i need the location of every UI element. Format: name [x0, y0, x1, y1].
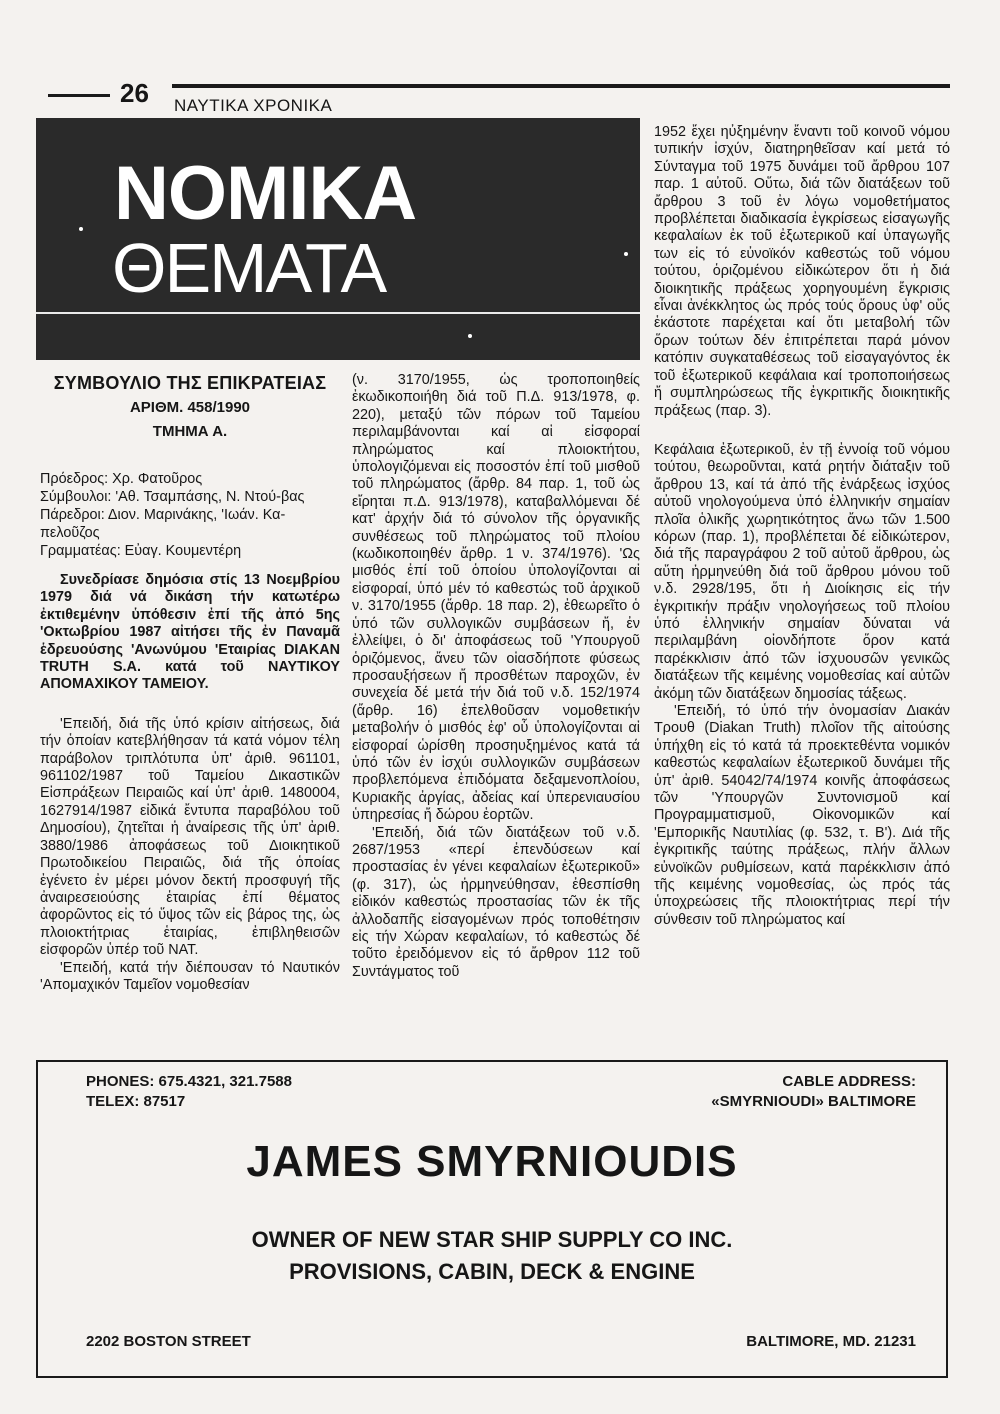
hearing-summary: Συνεδρίασε δημόσια στίς 13 Νοεμβρίου 1979 διά νά δικάση τήν κατωτέρω ἐκτιθεμένην ὑπόθεσιν ἐπί τῆς ἀπό 5ης 'Οκτωβρίου 1987 αἰτήσει τῆς ἐν Παναμᾶ ἑδρευούσης 'Ανωνύμου 'Εταιρίας DIAKAN TRUTH S.A. κατά τοῦ ΝΑΥΤΙΚΟΥ ΑΠΟΜΑΧΙΚΟΥ ΤΑΜΕΙΟΥ.	[40, 572, 340, 693]
paragraph: 'Επειδή, διά τῆς ὑπό κρίσιν αἰτήσεως, διά τήν ὁποίαν κατεβλήθησαν τά κατά νόμον τέλη παράβολον τριπλότυπα ὑπ' ἀριθ. 961101, 961102/1987 τοῦ Ταμείου Δικαστικῶν Εἰσπράξεων Πειραιῶς καί ὑπ' ἀριθ. 1480004, 1627914/1987 εἰδικά ἔντυπα παραβόλου τοῦ Δημοσίου), ζητεῖται ἡ ἀναίρεσις τῆς ὑπ' ἀριθ. 3880/1986 ἀποφάσεως τοῦ Διοικητικοῦ Πρωτοδικείου Πειραιῶς, διά τῆς ὁποίας ἐγένετο ἐν μέρει μόνον δεκτή προσφυγή τῆς ἀναιρεσειούσης ἑταιρίας ἐπί θέματος ἀφορῶντος εἰς τό ὕψος τῶν εἰς βάρος της, ὡς πλοιοκτήτριας ἑταιρίας, ἐπιβληθεισῶν εἰσφορῶν ὑπέρ τοῦ ΝΑΤ.	[40, 715, 340, 959]
member-councillors: Σύμβουλοι: 'Αθ. Τσαμπάσης, Ν. Ντού-βας	[40, 489, 305, 505]
member-secretary: Γραμματέας: Εὐαγ. Κουμεντέρη	[40, 543, 242, 559]
paragraph: 'Επειδή, κατά τήν διέπουσαν τό Ναυτικόν 'Απομαχικόν Ταμεῖον νομοθεσίαν	[40, 959, 340, 993]
ad-city: BALTIMORE, MD. 21231	[746, 1333, 916, 1350]
paragraph: 1952 ἔχει ηὐξημένην ἔναντι τοῦ κοινοῦ νόμου τυπικήν ἰσχύν, διατηρηθεῖσαν καί μετά τό Σύνταγμα τοῦ 1975 δυνάμει τοῦ ἄρθρου 107 παρ. 1 αὐτοῦ. Οὕτω, διά τῶν διατάξεων τοῦ ἄρθρου 3 τοῦ ἐν λόγω νομοθετήματος προβλέπεται διαδικασία ἐγκρίσεως εἰσαγωγῆς κεφαλαίων ἐκ τοῦ ἐξωτερικοῦ καί ὑπαγωγῆς των εἰς τό εὐνοϊκόν καθεστώς τοῦ νόμου τούτου, ὁριζομένου εἰδικώτερον ὅτι ἡ διά διοικητικῆς πράξεως χορηγουμένη ἔγκρισις εἶναι ἀνέκκλητος ὡς πρός τούς ὅρους ὑφ' οὕς ἑκάστοτε παρέχεται καί ὅτι μεταβολή τῶν ὅρων τούτων δέν ἐπιτρέπεται παρά μόνον κατόπιν συγκαταθέσεως τοῦ εἰσαγαγόντος ἐκ τοῦ ἐξωτερικοῦ κεφάλαια καί τροποποιήσεως ἤ συμπληρώσεως τῆς ἐγκριτικῆς διοικητικῆς πράξεως (παρ. 3).	[654, 124, 950, 419]
article-column-2	[352, 372, 640, 981]
paragraph: (ν. 3170/1955, ὡς τροποποιηθείς ἐκωδικοποιήθη διά τοῦ Π.Δ. 913/1978, φ. 220), μεταξύ τῶν πόρων τοῦ Ταμείου περιλαμβάνονται καί αἱ εἰσφοραί πληρώματος καί πλοιοκτήτου, ὑπολογιζόμεναι εἰς ποσοστόν ἐπί τοῦ μισθοῦ τοῦ πληρώματος (ἄρθρ. 84 παρ. 1, τοῦ ὡς εἴρηται π.Δ. 913/1978), καταβαλλόμεναι δέ κατ' ἀρχήν διά τό σύνολον τῆς ὀργανικῆς συνθέσεως τοῦ πληρώματος τοῦ πλοίου (κωδικοποιηθέν ἄρθρ. 1 ν. 374/1976). 'Ως μισθός ἐπί τοῦ ὁποίου ὑπολογίζονται αἱ εἰσφοραί, ὑπό μέν τό καθεστώς τοῦ ἀρχικοῦ ν. 3170/1955 (ἄρθρ. 18 παρ. 2), ἐθεωρεῖτο ὁ ὑπό τῶν συλλογικῶν συμβάσεων ἤ, ἐν ἐλλείψει, ὁ δι' ἀποφάσεως τοῦ 'Υπουργοῦ ὁριζόμενος, ἄνευ τῶν οἱασδήποτε φύσεως προσαυξήσεων ἤ προσθέτων παροχῶν, ἐν συνεχεία δέ μετά τήν διά τοῦ ν.δ. 152/1974 (ἄρθρ. 16) ἐπελθοῦσαν νομοθετικήν μεταβολήν ὁ μισθός ἐφ' οὗ ὑπολογίζονται αἱ εἰσφοραί ὡρίσθη προσηυξημένος κατά τά ὑπό τῶν ἐν ἰσχύι συλλογικῶν συμβάσεων προβλεπόμενα ἐπιδόματα δεξαμενοπλοίου, Κυριακῆς ἀργίας, ἀδείας καί ὑπερενιαυσίου ὑπηρεσίας ἤ δώρου ἑορτῶν.	[352, 372, 640, 824]
banner-title-line1: ΝΟΜΙΚΑ	[114, 151, 417, 236]
ad-street: 2202 BOSTON STREET	[86, 1333, 251, 1350]
member-president: Πρόεδρος: Χρ. Φατοῦρος	[40, 471, 203, 487]
article-column-1	[40, 372, 340, 994]
magazine-title: ΝΑΥΤΙΚΑ ΧΡΟΝΙΚΑ	[174, 96, 333, 115]
page-number: 26	[120, 78, 149, 108]
council-heading: ΣΥΜΒΟΥΛΙΟ ΤΗΣ ΕΠΙΚΡΑΤΕΙΑΣ	[53, 373, 327, 393]
ad-services-line: PROVISIONS, CABIN, DECK & ENGINE	[289, 1259, 695, 1284]
ad-cable-label: CABLE ADDRESS:	[782, 1073, 916, 1090]
banner-speck	[79, 227, 83, 231]
header-rule-right	[172, 84, 950, 88]
ad-owner-line: OWNER OF NEW STAR SHIP SUPPLY CO INC.	[251, 1227, 733, 1252]
paragraph: 'Επειδή, τό ὑπό τήν ὀνομασίαν Διακάν Τρουθ (Diakan Truth) πλοῖον τῆς αἰτούσης ὑπήχθη εἰς τό κατά τά προεκτεθέντα νομικόν καθεστώς κεφαλαίων ἐξωτερικοῦ δυνάμει τῆς ὑπ' ἀριθ. 54042/74/1974 κοινῆς ἀποφάσεως τῶν 'Υπουργῶν Συντονισμοῦ καί Προγραμματισμοῦ, Οἰκονομικῶν καί 'Εμπορικῆς Ναυτιλίας (φ. 532, τ. Β'). Διά τῆς ἐγκριτικῆς ταύτης πράξεως, πλήν ἄλλων εὐνοϊκῶν ρυθμίσεων, κατά παρέκκλισιν ἀπό τῆς κειμένης νομοθεσίας, ὡς πρός τάς ὑποχρεώσεις τῆς πλοιοκτήτριας περί τήν σύνθεσιν τοῦ πληρώματος καί	[654, 703, 950, 928]
paragraph: 'Επειδή, διά τῶν διατάξεων τοῦ ν.δ. 2687/1953 «περί ἐπενδύσεων καί προστασίας ἐν γένει κεφαλαίων ἐξωτερικοῦ» (φ. 317), ὡς ἡρμηνεύθησαν, ἐθεσπίσθη εἰδικόν καθεστώς προστασίας τῶν ἐκ τῆς ἀλλοδαπῆς εἰσαγομένων πρός τοποθέτησιν εἰς τήν Χώραν κεφαλαίων, τό καθεστώς δέ τοῦτο ἐρειδόμενον εἰς τό ἄρθρον 112 τοῦ Συντάγματος τοῦ	[352, 824, 640, 980]
section-label: ΤΜΗΜΑ Α.	[152, 423, 228, 440]
ad-telex: TELEX: 87517	[86, 1093, 186, 1110]
article-column-3	[654, 124, 950, 929]
section-banner	[36, 118, 640, 360]
banner-title-line2: ΘΕΜΑΤΑ	[112, 229, 386, 307]
ad-cable-address: «SMYRNIOUDI» BALTIMORE	[711, 1093, 916, 1110]
decision-number: ΑΡΙΘΜ. 458/1990	[129, 399, 251, 416]
member-associates: Πάρεδροι: Διον. Μαρινάκης, 'Ιωάν. Κα-πελοῦζος	[40, 507, 286, 541]
advertisement-box	[36, 1060, 948, 1378]
banner-speck	[468, 334, 472, 338]
ad-company-name: JAMES SMYRNIOUDIS	[246, 1137, 738, 1186]
paragraph: Κεφάλαια ἐξωτερικοῦ, ἐν τῇ ἐννοίᾳ τοῦ νόμου τούτου, θεωροῦνται, κατά ρητήν διάταξιν τοῦ ἄρθρου 13, καί τά ἀπό τῆς ἐνάρξεως ἰσχύος αὐτοῦ νηολογούμενα ὑπό ἑλληνικήν σημαίαν πλοῖα ὁλικῆς χωρητικότητος ἄνω τῶν 1.500 κόρων (παρ. 1), προβλέπεται δέ εἰδικώτερον, διά τῆς παραγράφου 2 τοῦ αὐτοῦ ἄρθρου, ὡς αὕτη ἡρμηνεύθη διά τοῦ ἄρθρου μόνου τοῦ ν.δ. 2928/195, ὅτι ἡ Διοίκησις εἰς τήν ἐγκριτικήν πράξιν νηολογήσεως τοῦ πλοίου ὑπό ἑλληνικήν σημαίαν δύναται νά περιλαμβάνη οἱονδήποτε ὅρον κατά παρέκκλισιν ἀπό τῶν ἰσχυουσῶν γενικῶς διατάξεων τῆς κειμένης νομοθεσίας καί αὐτῶν ἀκόμη τῶν διατάξεων δημοσίας τάξεως.	[654, 441, 950, 702]
banner-rule	[36, 312, 640, 314]
header-rule-left	[48, 94, 110, 97]
banner-speck	[624, 252, 628, 256]
ad-phones: PHONES: 675.4321, 321.7588	[86, 1073, 292, 1090]
